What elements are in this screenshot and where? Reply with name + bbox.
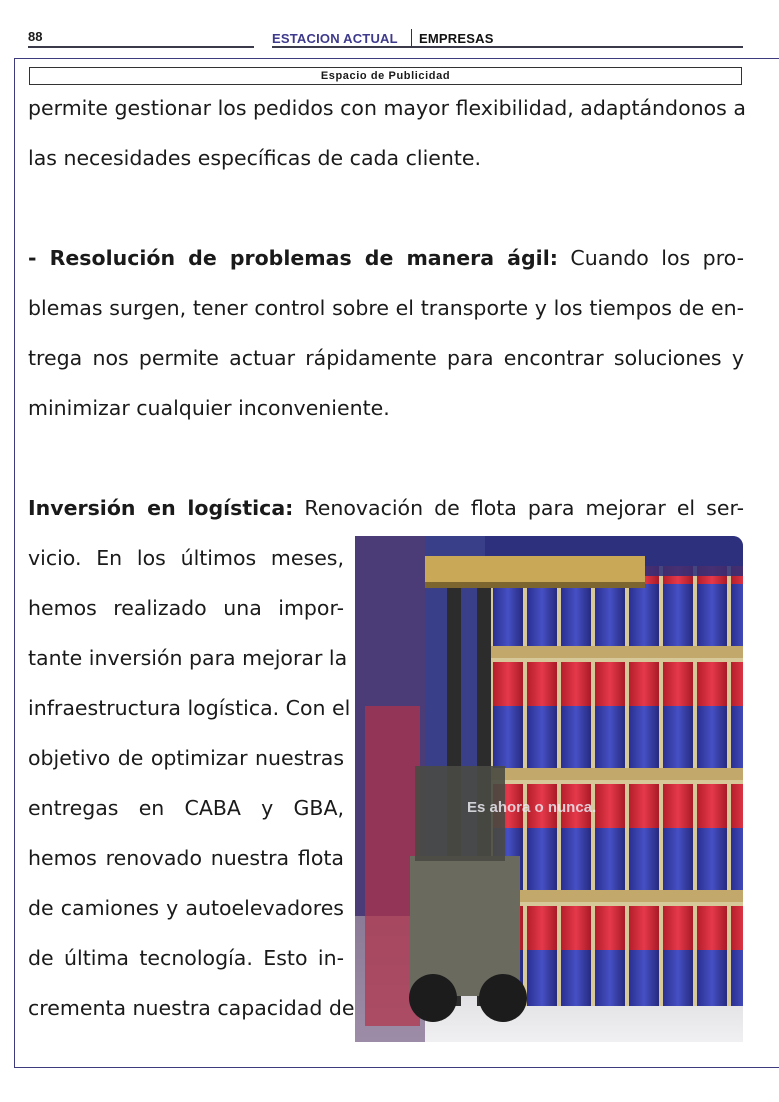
- logistics-line-4: tante inversión para mejorar la: [28, 646, 348, 670]
- ad-space-label: Espacio de Publicidad: [29, 67, 742, 85]
- forklift-wheel-left: [409, 974, 457, 1022]
- problems-first-line: Cuando los pro-: [557, 246, 744, 270]
- drum-rack: [485, 566, 743, 1006]
- logistics-line-3: hemos realizado una impor-: [28, 596, 344, 620]
- intro-line-2: las necesidades específicas de cada cliente.: [28, 146, 482, 170]
- problems-line-3: trega nos permite actuar rápidamente para encontrar soluciones y: [28, 346, 744, 370]
- forklift-pallet: [425, 556, 645, 582]
- header-rule-left: [28, 46, 254, 48]
- logistics-line-8: hemos renovado nuestra flota: [28, 846, 344, 870]
- page-number: 88: [28, 29, 43, 44]
- logistics-line-9: de camiones y autoelevadores: [28, 896, 344, 920]
- logistics-first-line: Renovación de flota para mejorar el ser-: [293, 496, 744, 520]
- forklift-pallet-shadow: [425, 582, 645, 588]
- forklift-warehouse-illustration: [355, 536, 743, 1042]
- problems-line-4: minimizar cualquier inconveniente.: [28, 396, 390, 420]
- logistics-line-5: infraestructura logística. Con el: [28, 696, 351, 720]
- header-section: ESTACION ACTUAL: [272, 31, 398, 46]
- logistics-heading: Inversión en logística:: [28, 496, 294, 520]
- header-subsection: EMPRESAS: [419, 31, 494, 46]
- warehouse-photo: [355, 536, 743, 1042]
- problems-heading: - Resolución de problemas de manera ágil:: [28, 246, 558, 270]
- photo-overlay-text: Es ahora o nunca.: [467, 799, 597, 816]
- logistics-line-11: crementa nuestra capacidad de: [28, 996, 355, 1020]
- problems-line-2: blemas surgen, tener control sobre el transporte y los tiempos de en-: [28, 296, 744, 320]
- logistics-line-6: objetivo de optimizar nuestras: [28, 746, 344, 770]
- intro-line-1: permite gestionar los pedidos con mayor flexibilidad, adaptándonos a: [28, 96, 746, 120]
- header-rule-right: [272, 46, 743, 48]
- problems-line-1: [28, 246, 744, 270]
- logistics-line-1: [28, 496, 744, 520]
- logistics-line-2: vicio. En los últimos meses,: [28, 546, 344, 570]
- forklift-wheel-right: [479, 974, 527, 1022]
- header-divider: [411, 29, 412, 46]
- logistics-line-7: entregas en CABA y GBA,: [28, 796, 344, 820]
- logistics-line-10: de última tecnología. Esto in-: [28, 946, 344, 970]
